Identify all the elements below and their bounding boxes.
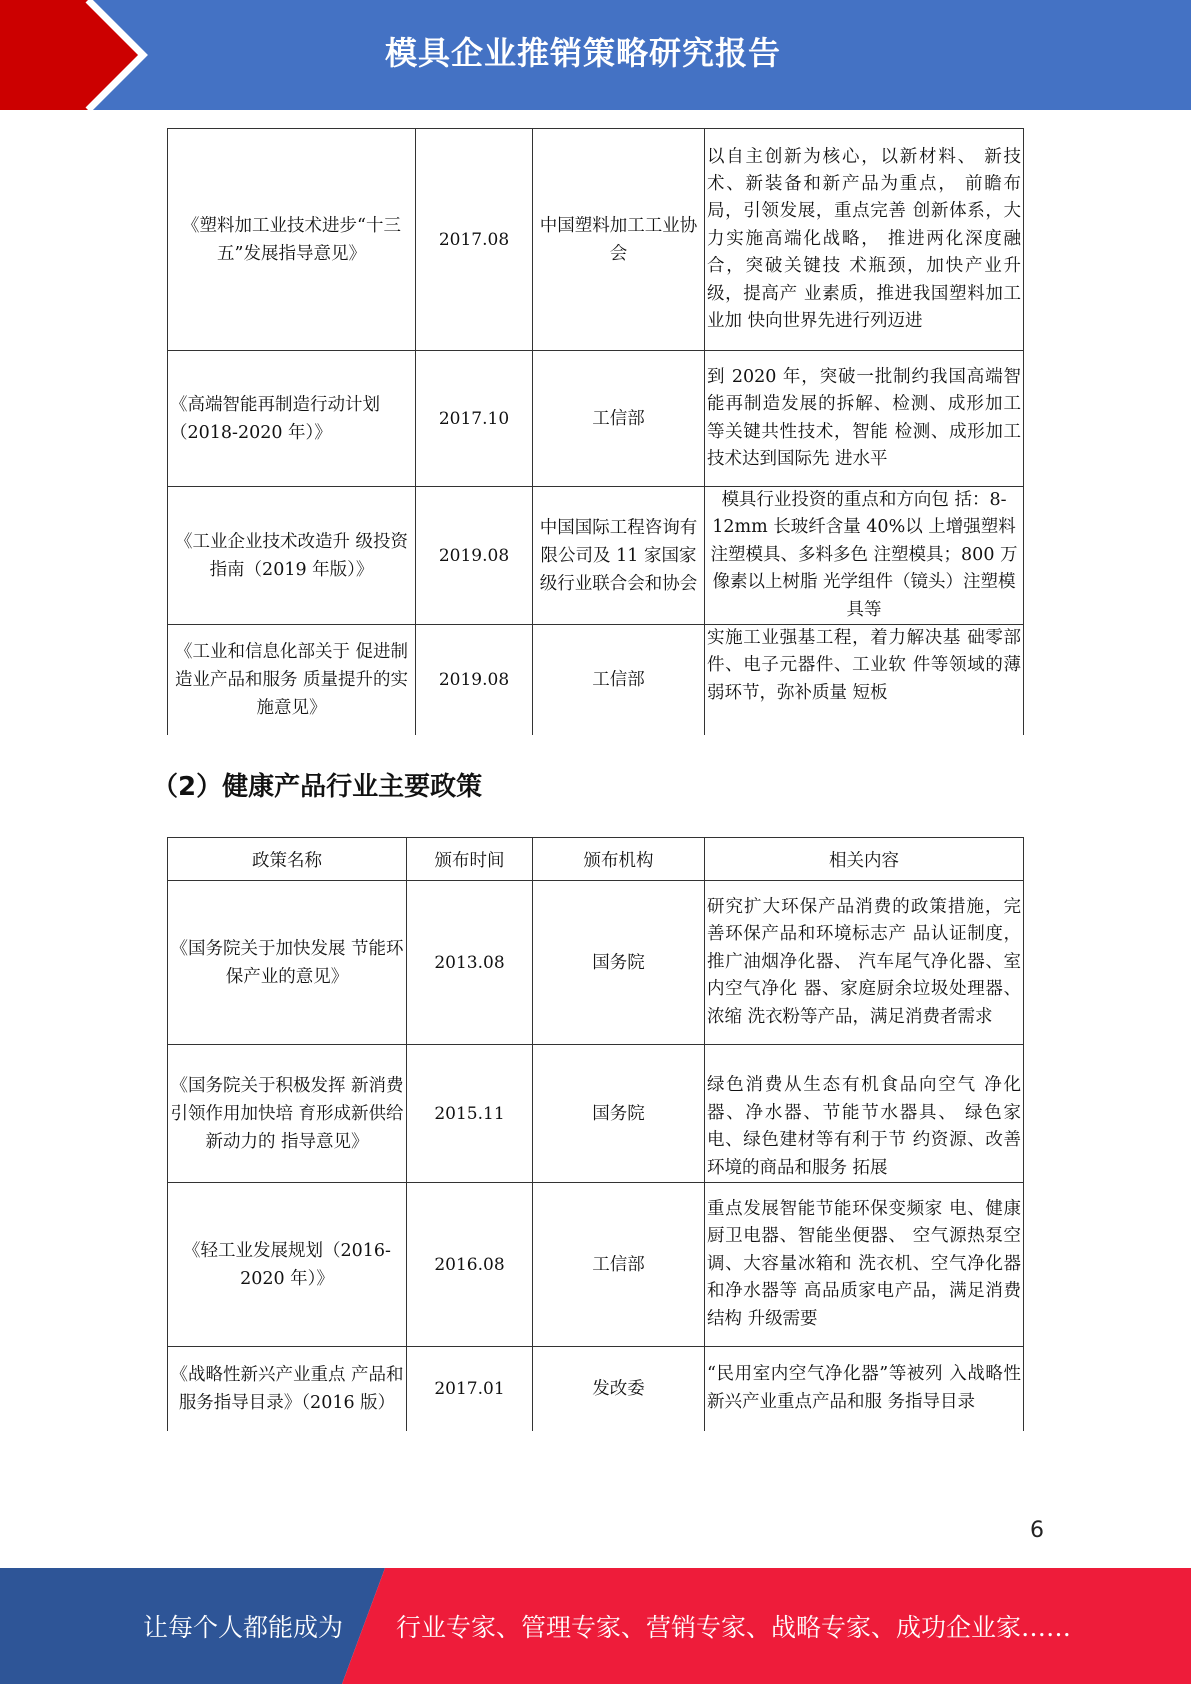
- policy-org: 国务院: [533, 1045, 705, 1183]
- column-header: 颁布时间: [407, 838, 533, 881]
- column-header: 相关内容: [705, 838, 1024, 881]
- policy-content: 重点发展智能节能环保变频家 电、健康厨卫电器、智能坐便器、 空气源热泵空调、大容量冰箱和 洗衣机、空气净化器和净水器等 高品质家电产品，满足消费结构 升级需要: [705, 1183, 1024, 1347]
- policy-name: 《工业企业技术改造升 级投资指南（2019 年版）》: [168, 487, 416, 625]
- table-row: [168, 351, 1024, 487]
- header-chevron-decoration: [0, 0, 150, 110]
- table-header-row: [168, 838, 1024, 881]
- mold-policy-table: [167, 128, 1024, 735]
- policy-content: 以自主创新为核心，以新材料、 新技术、新装备和新产品为重点， 前瞻布局，引领发展，重点完善 创新体系，大力实施高端化战略， 推进两化深度融合，突破关键技 术瓶颈，加快产业升级，提高产 业素质，推进我国塑料加工业加 快向世界先进行列迈进: [705, 129, 1024, 351]
- table-row: [168, 1045, 1024, 1183]
- section-heading: （2）健康产品行业主要政策: [152, 772, 483, 802]
- table-row: [168, 881, 1024, 1045]
- policy-content: 模具行业投资的重点和方向包 括：8-12mm 长玻纤含量 40%以 上增强塑料注塑模具、多料多色 注塑模具；800 万像素以上树脂 光学组件（镜头）注塑模具等: [705, 487, 1024, 625]
- policy-name: 《国务院关于加快发展 节能环保产业的意见》: [168, 881, 407, 1045]
- column-header: 颁布机构: [533, 838, 705, 881]
- policy-org: 工信部: [533, 625, 705, 735]
- policy-name: 《塑料加工业技术进步“十三五”发展指导意见》: [168, 129, 416, 351]
- policy-date: 2019.08: [416, 487, 533, 625]
- policy-name: 《国务院关于积极发挥 新消费引领作用加快培 育形成新供给新动力的 指导意见》: [168, 1045, 407, 1183]
- table-row: [168, 625, 1024, 735]
- footer-slogan-right: 行业专家、管理专家、营销专家、战略专家、成功企业家……: [396, 1613, 1072, 1642]
- health-policy-table: [167, 837, 1024, 1431]
- policy-date: 2016.08: [407, 1183, 533, 1347]
- policy-date: 2015.11: [407, 1045, 533, 1183]
- policy-date: 2017.10: [416, 351, 533, 487]
- column-header: 政策名称: [168, 838, 407, 881]
- policy-date: 2019.08: [416, 625, 533, 735]
- table-row: [168, 129, 1024, 351]
- policy-org: 发改委: [533, 1347, 705, 1431]
- policy-date: 2013.08: [407, 881, 533, 1045]
- policy-date: 2017.01: [407, 1347, 533, 1431]
- report-title: 模具企业推销策略研究报告: [385, 34, 782, 72]
- policy-name: 《工业和信息化部关于 促进制造业产品和服务 质量提升的实施意见》: [168, 625, 416, 735]
- policy-content: “民用室内空气净化器”等被列 入战略性新兴产业重点产品和服 务指导目录: [705, 1347, 1024, 1431]
- policy-org: 中国塑料加工工业协会: [533, 129, 705, 351]
- policy-name: 《轻工业发展规划（2016-2020 年）》: [168, 1183, 407, 1347]
- table-row: [168, 487, 1024, 625]
- page-header: [0, 0, 1191, 110]
- footer-slogan-left: 让每个人都能成为: [143, 1613, 344, 1642]
- policy-name: 《战略性新兴产业重点 产品和服务指导目录》（2016 版）: [168, 1347, 407, 1431]
- policy-content: 研究扩大环保产品消费的政策措施，完善环保产品和环境标志产 品认证制度，推广油烟净化器、 汽车尾气净化器、室内空气净化 器、家庭厨余垃圾处理器、浓缩 洗衣粉等产品，满足消费者需求: [705, 881, 1024, 1045]
- policy-org: 国务院: [533, 881, 705, 1045]
- page-number: 6: [1030, 1518, 1044, 1543]
- policy-date: 2017.08: [416, 129, 533, 351]
- policy-org: 工信部: [533, 1183, 705, 1347]
- policy-content: 到 2020 年，突破一批制约我国高端智能再制造发展的拆解、检测、成形加工等关键共性技术，智能 检测、成形加工技术达到国际先 进水平: [705, 351, 1024, 487]
- page-footer: [0, 1568, 1191, 1684]
- table-row: [168, 1347, 1024, 1431]
- policy-org: 工信部: [533, 351, 705, 487]
- policy-name: 《高端智能再制造行动计划（2018-2020 年）》: [168, 351, 416, 487]
- policy-org: 中国国际工程咨询有限公司及 11 家国家级行业联合会和协会: [533, 487, 705, 625]
- policy-content: 绿色消费从生态有机食品向空气 净化器、净水器、节能节水器具、 绿色家电、绿色建材等有利于节 约资源、改善环境的商品和服务 拓展: [705, 1045, 1024, 1183]
- policy-content: 实施工业强基工程，着力解决基 础零部件、电子元器件、工业软 件等领域的薄弱环节，弥补质量 短板: [705, 625, 1024, 735]
- table-row: [168, 1183, 1024, 1347]
